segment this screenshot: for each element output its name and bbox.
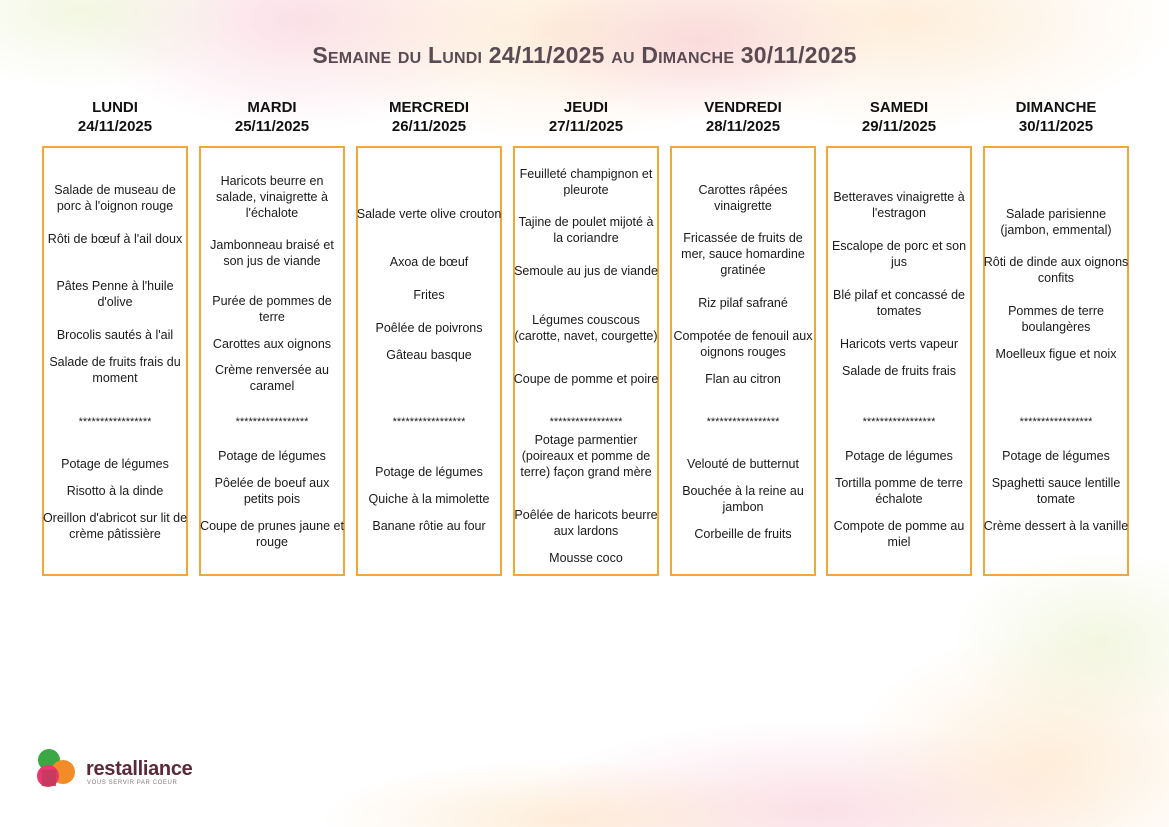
dinner-dish: Spaghetti sauce lentille tomate — [991, 476, 1121, 506]
day-date: 26/11/2025 — [391, 118, 467, 135]
day-name: MARDI — [247, 99, 297, 116]
dinner-dish: Mousse coco — [549, 551, 623, 565]
dinner-dish: Potage parmentier (poireaux et pomme de terre) façon grand mère — [520, 433, 652, 479]
day-date: 27/11/2025 — [548, 118, 624, 135]
day-header — [670, 98, 816, 138]
lunch-dish: Compotée de fenouil aux oignons rouges — [673, 329, 813, 359]
dinner-dish: Potage de légumes — [218, 449, 326, 463]
lunch-dish: Blé pilaf et concassé de tomates — [832, 288, 966, 318]
day-column-samedi — [826, 98, 972, 549]
dinner-dish: Velouté de butternut — [687, 457, 799, 471]
dinner-dish: Oreillon d'abricot sur lit de crème pâtissière — [42, 511, 188, 541]
lunch-dish: Escalope de porc et son jus — [831, 239, 967, 269]
lunch-dish: Poêlée de poivrons — [375, 321, 483, 335]
lunch-dish: Feuilleté champignon et pleurote — [519, 167, 653, 197]
day-name: MERCREDI — [388, 99, 469, 116]
day-name: LUNDI — [92, 99, 138, 116]
meal-separator: ***************** — [549, 416, 623, 428]
dinner-dish: Poêlée de haricots beurre aux lardons — [514, 508, 658, 538]
day-name: DIMANCHE — [1015, 99, 1097, 116]
dinner-dish: Potage de légumes — [375, 465, 483, 479]
lunch-dish: Betteraves vinaigrette à l'estragon — [833, 190, 965, 220]
meal-separator: ***************** — [235, 416, 309, 428]
lunch-dish: Pâtes Penne à l'huile d'olive — [56, 279, 174, 309]
lunch-dish: Salade de fruits frais du moment — [49, 355, 181, 385]
dinner-dish: Compote de pomme au miel — [833, 519, 965, 549]
dinner-dish: Potage de légumes — [61, 457, 169, 471]
lunch-dish: Purée de pommes de terre — [212, 294, 332, 324]
day-date: 29/11/2025 — [861, 118, 937, 135]
day-date: 24/11/2025 — [77, 118, 153, 135]
lunch-dish: Rôti de dinde aux oignons confits — [983, 255, 1129, 285]
restalliance-logo — [36, 748, 236, 792]
logo-tagline: VOUS SERVIR PAR COEUR — [87, 780, 178, 786]
lunch-dish: Frites — [413, 288, 445, 302]
meal-separator: ***************** — [706, 416, 780, 428]
day-name: VENDREDI — [704, 99, 782, 116]
lunch-dish: Jambonneau braisé et son jus de viande — [210, 238, 334, 268]
lunch-dish: Haricots verts vapeur — [839, 337, 959, 351]
page-title: Semaine du Lundi 24/11/2025 au Dimanche 30/11/2025 — [312, 42, 857, 68]
day-header — [356, 98, 502, 138]
day-column-vendredi — [670, 98, 816, 541]
meal-separator: ***************** — [78, 416, 152, 428]
lunch-dish: Tajine de poulet mijoté à la coriandre — [518, 215, 654, 245]
lunch-dish: Gâteau basque — [386, 348, 472, 362]
lunch-dish: Crème renversée au caramel — [215, 363, 329, 393]
lunch-dish: Semoule au jus de viande — [514, 264, 658, 278]
lunch-dish: Salade de fruits frais — [842, 364, 956, 378]
restalliance-logo-icon — [36, 748, 80, 792]
day-column-mercredi — [356, 98, 502, 533]
dinner-dish: Bouchée à la reine au jambon — [682, 484, 804, 514]
logo-wordmark: restalliance — [86, 758, 193, 780]
day-date: 28/11/2025 — [705, 118, 781, 135]
dinner-dish: Quiche à la mimolette — [368, 492, 490, 506]
day-name: JEUDI — [563, 99, 609, 116]
day-date: 25/11/2025 — [234, 118, 310, 135]
meal-separator: ***************** — [392, 416, 466, 428]
dinner-dish: Potage de légumes — [1002, 449, 1110, 463]
day-header — [983, 98, 1129, 138]
day-column-mardi — [199, 98, 345, 549]
day-header — [42, 98, 188, 138]
lunch-dish: Pommes de terre boulangères — [1008, 304, 1104, 334]
day-header — [199, 98, 345, 138]
day-column-jeudi — [513, 98, 659, 565]
dinner-dish: Pôelée de boeuf aux petits pois — [214, 476, 330, 506]
lunch-dish: Haricots beurre en salade, vinaigrette à l'échalote — [216, 174, 328, 220]
lunch-dish: Salade de museau de porc à l'oignon rouge — [54, 183, 176, 213]
lunch-dish: Carottes aux oignons — [212, 337, 332, 351]
dinner-dish: Tortilla pomme de terre échalote — [835, 476, 963, 506]
meal-separator: ***************** — [862, 416, 936, 428]
day-date: 30/11/2025 — [1018, 118, 1094, 135]
lunch-dish: Fricassée de fruits de mer, sauce homardine gratinée — [681, 231, 805, 277]
dinner-dish: Corbeille de fruits — [694, 527, 792, 541]
lunch-dish: Coupe de pomme et poire — [513, 372, 659, 386]
dinner-dish: Coupe de prunes jaune et rouge — [200, 519, 344, 549]
lunch-dish: Salade parisienne (jambon, emmental) — [1000, 207, 1112, 237]
day-column-dimanche — [983, 98, 1129, 533]
lunch-dish: Riz pilaf safrané — [698, 296, 788, 310]
meal-separator: ***************** — [1019, 416, 1093, 428]
dinner-dish: Crème dessert à la vanille — [983, 519, 1129, 533]
lunch-dish: Rôti de bœuf à l'ail doux — [47, 232, 183, 246]
dinner-dish: Potage de légumes — [845, 449, 953, 463]
lunch-dish: Axoa de bœuf — [389, 255, 469, 269]
day-column-lundi — [42, 98, 188, 541]
lunch-dish: Moelleux figue et noix — [995, 347, 1117, 361]
dinner-dish: Banane rôtie au four — [372, 519, 486, 533]
day-header — [826, 98, 972, 138]
day-header — [513, 98, 659, 138]
lunch-dish: Flan au citron — [705, 372, 781, 386]
dinner-dish: Risotto à la dinde — [66, 484, 164, 498]
lunch-dish: Carottes râpées vinaigrette — [698, 183, 788, 213]
lunch-dish: Salade verte olive crouton — [356, 207, 502, 221]
day-name: SAMEDI — [869, 99, 929, 116]
lunch-dish: Légumes couscous (carotte, navet, courgette) — [514, 313, 658, 343]
lunch-dish: Brocolis sautés à l'ail — [56, 328, 174, 342]
